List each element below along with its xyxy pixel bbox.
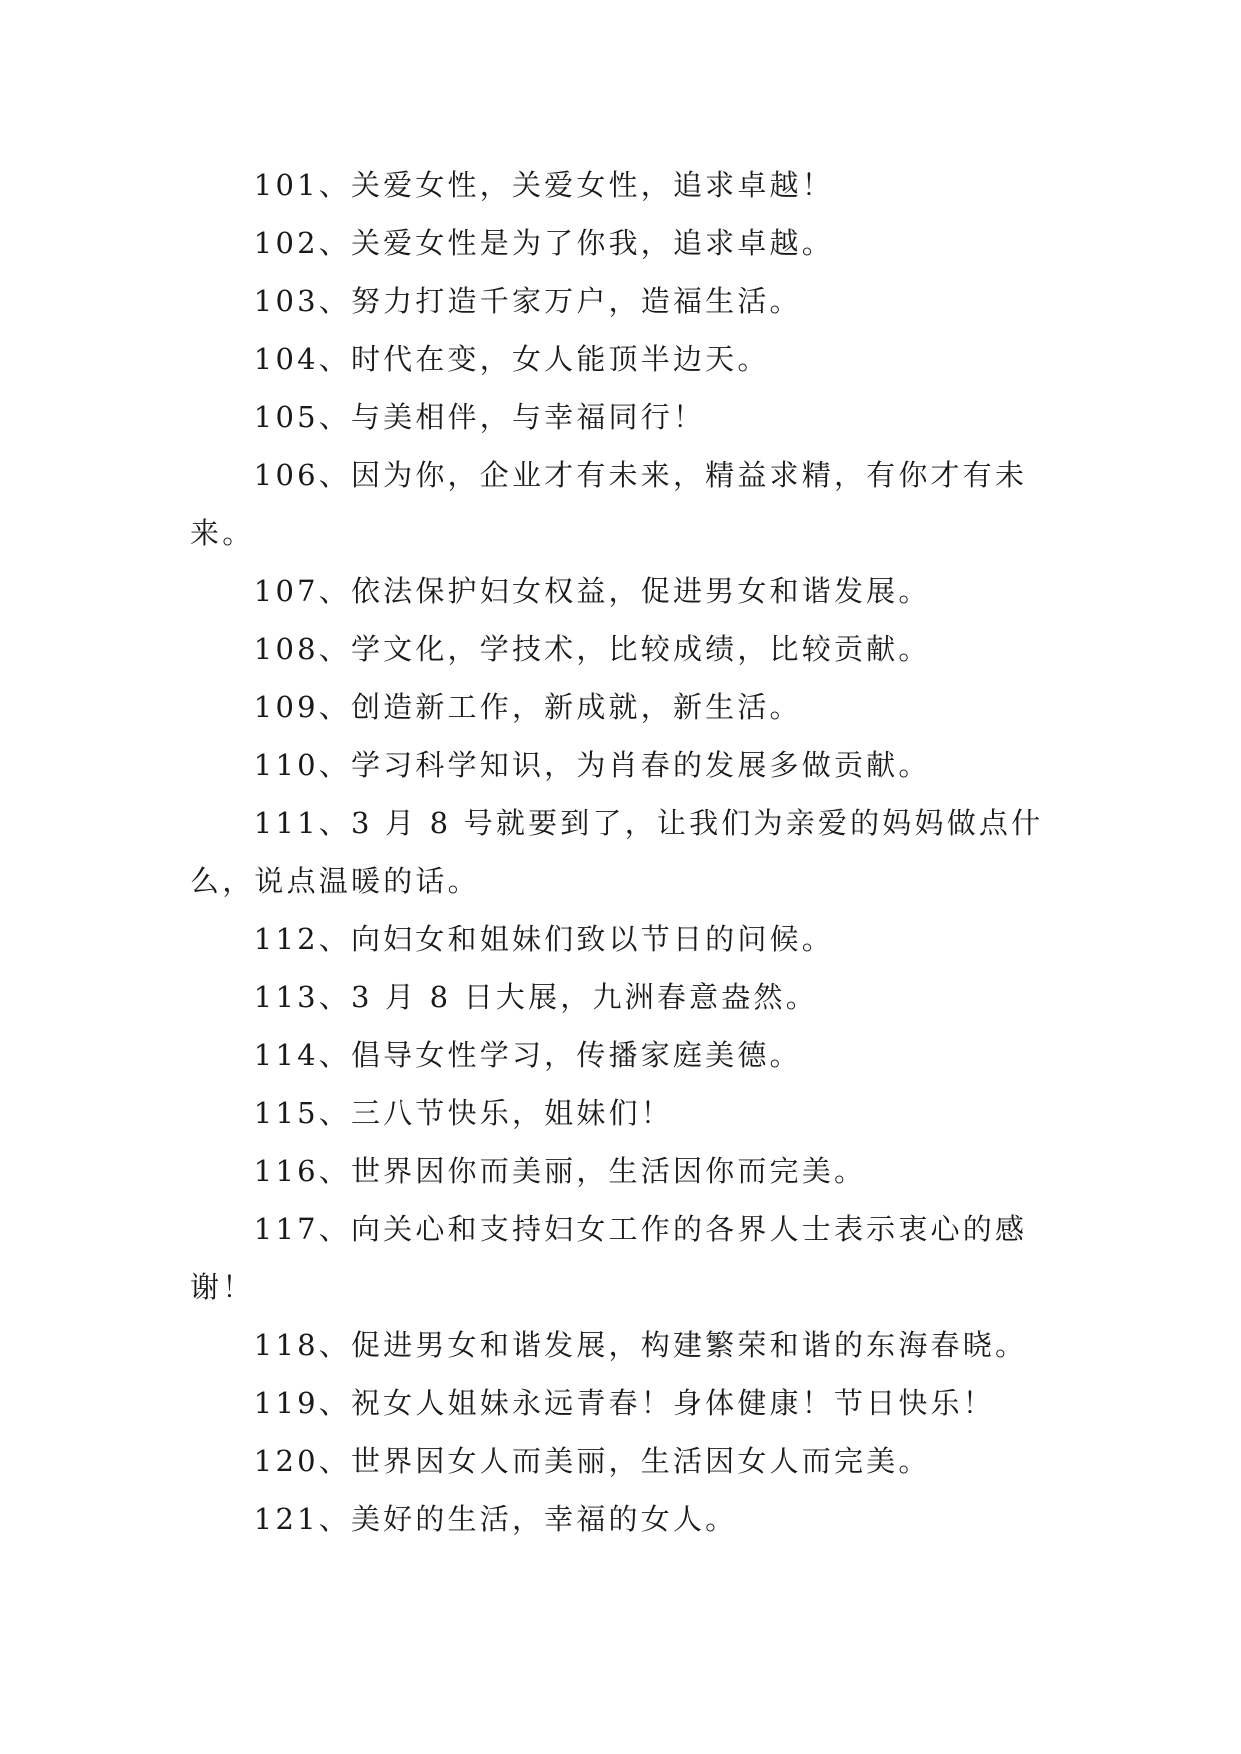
slogan-item: 106、因为你，企业才有未来，精益求精，有你才有未来。 <box>190 458 1028 550</box>
slogan-item: 101、关爱女性，关爱女性，追求卓越！ <box>253 168 834 202</box>
slogan-item: 119、祝女人姐妹永远青春！身体健康！节日快乐！ <box>253 1386 995 1420</box>
slogan-item: 115、三八节快乐，姐妹们！ <box>253 1096 673 1130</box>
slogan-item: 110、学习科学知识，为肖春的发展多做贡献。 <box>253 748 931 782</box>
slogan-item: 111、3 月 8 号就要到了，让我们为亲爱的妈妈做点什么，说点温暖的话。 <box>190 806 1044 898</box>
slogan-list <box>190 156 1062 1548</box>
slogan-item: 113、3 月 8 日大展，九洲春意盎然。 <box>253 980 818 1014</box>
slogan-item: 120、世界因女人而美丽，生活因女人而完美。 <box>253 1444 931 1478</box>
slogan-item: 117、向关心和支持妇女工作的各界人士表示衷心的感谢！ <box>190 1212 1028 1304</box>
slogan-item: 105、与美相伴，与幸福同行！ <box>253 400 706 434</box>
slogan-item: 114、倡导女性学习，传播家庭美德。 <box>253 1038 802 1072</box>
slogan-item: 108、学文化，学技术，比较成绩，比较贡献。 <box>253 632 931 666</box>
slogan-item: 112、向妇女和姐妹们致以节日的问候。 <box>253 922 834 956</box>
slogan-item: 116、世界因你而美丽，生活因你而完美。 <box>253 1154 867 1188</box>
slogan-item: 121、美好的生活，幸福的女人。 <box>253 1502 738 1536</box>
slogan-item: 103、努力打造千家万户，造福生活。 <box>253 284 802 318</box>
slogan-item: 102、关爱女性是为了你我，追求卓越。 <box>253 226 834 260</box>
slogan-item: 118、促进男女和谐发展，构建繁荣和谐的东海春晓。 <box>253 1328 1028 1362</box>
slogan-item: 104、时代在变，女人能顶半边天。 <box>253 342 770 376</box>
slogan-item: 107、依法保护妇女权益，促进男女和谐发展。 <box>253 574 931 608</box>
slogan-item: 109、创造新工作，新成就，新生活。 <box>253 690 802 724</box>
